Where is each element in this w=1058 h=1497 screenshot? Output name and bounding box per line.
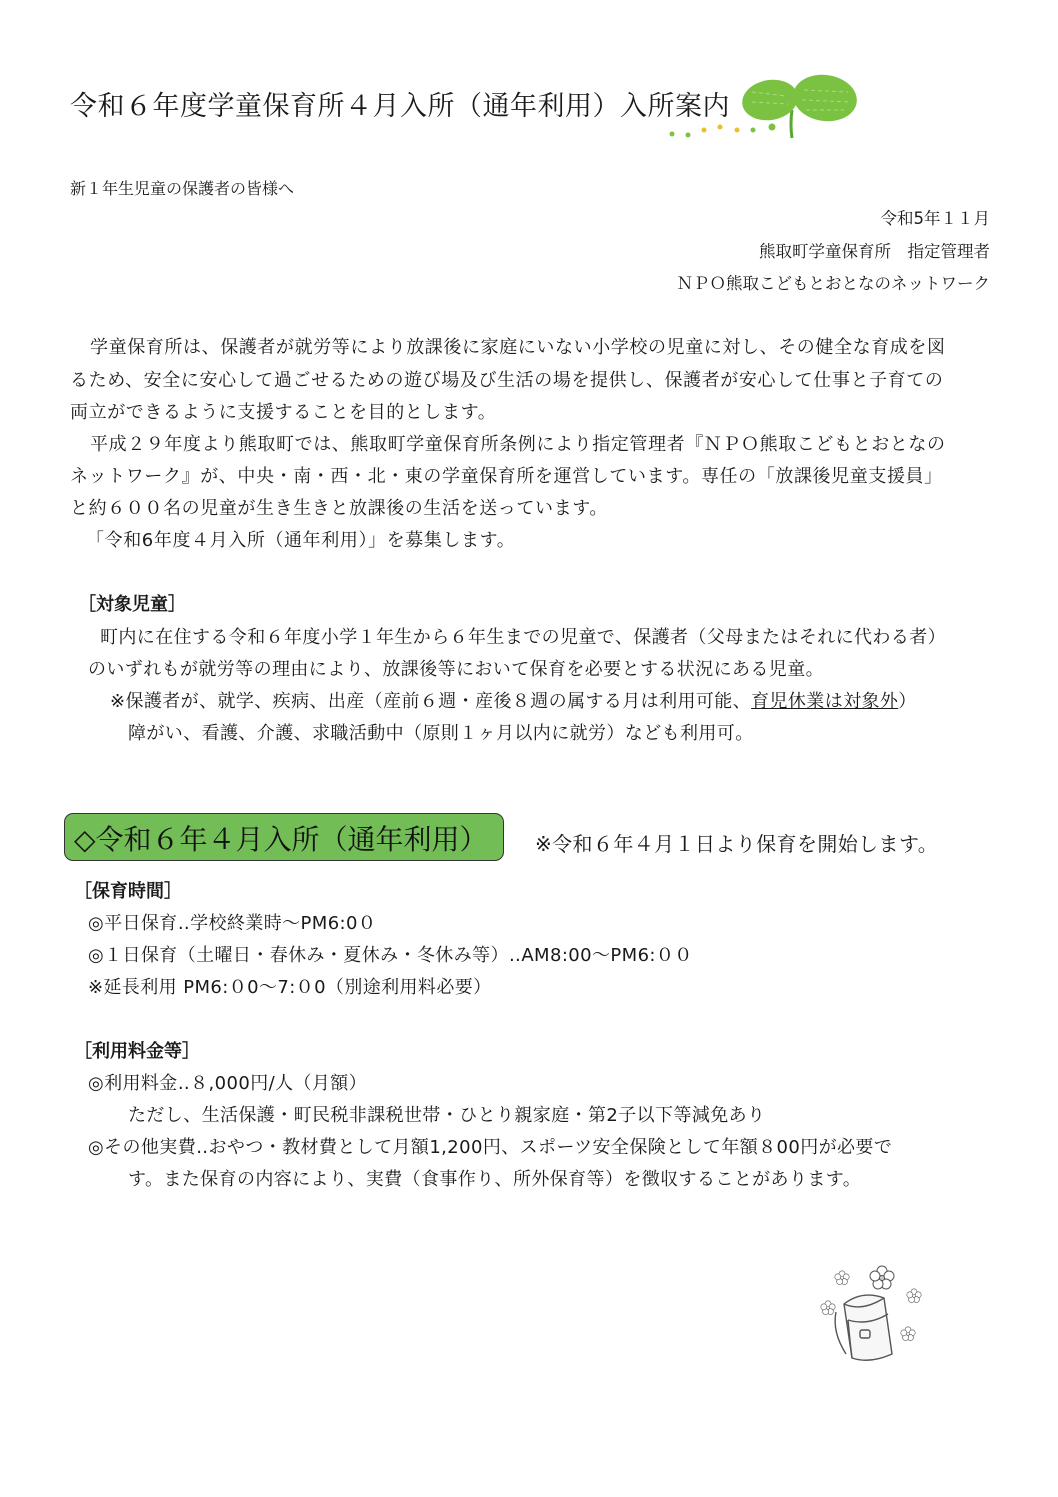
eligibility-note: [110, 687, 917, 713]
issue-date: 令和5年１１月: [880, 209, 990, 228]
hours-item: ◎１日保育（土曜日・春休み・夏休み・冬休み等）‥AM8:00～PM6:００: [88, 945, 693, 966]
intro-line: るため、安全に安心して過ごせるための遊び場及び生活の場を提供し、保護者が安心して仕事と子育ての: [70, 370, 944, 391]
eligibility-note: 障がい、看護、介護、求職活動中（原則１ヶ月以内に就労）なども利用可。: [128, 723, 754, 744]
eligibility-heading: ［対象児童］: [78, 594, 186, 615]
hours-heading: ［保育時間］: [74, 881, 182, 902]
hours-item: ※延長利用 PM6:０0～7:０0（別途利用料必要）: [88, 977, 492, 998]
eligibility-note-underlined: 育児休業は対象外: [751, 691, 899, 712]
intro-line: ネットワーク』が、中央・南・西・北・東の学童保育所を運営しています。専任の「放課後児童支援員」: [70, 466, 943, 487]
fees-line: す。また保育の内容により、実費（食事作り、所外保育等）を徴収することがあります。: [128, 1169, 862, 1190]
intro-line: 両立ができるように支援することを目的とします。: [70, 402, 497, 423]
fees-line: ただし、生活保護・町民税非課税世帯・ひとり親家庭・第2子以下等減免あり: [128, 1105, 766, 1126]
fees-heading: ［利用料金等］: [74, 1041, 200, 1062]
sprout-icon: [660, 72, 870, 144]
eligibility-line: のいずれもが就労等の理由により、放課後等において保育を必要とする状況にある児童。: [88, 659, 824, 680]
eligibility-note-prefix: ※保護者が、就学、疾病、出産（産前６週・産後８週の属する月は利用可能、: [110, 691, 752, 712]
page-title: 令和６年度学童保育所４月入所（通年利用）入所案内: [70, 91, 730, 122]
section-banner-title: ◇令和６年４月入所（通年利用）: [74, 823, 488, 856]
intro-line: 学童保育所は、保護者が就労等により放課後に家庭にいない小学校の児童に対し、その健全な育成を図: [90, 337, 946, 358]
intro-line: と約６００名の児童が生き生きと放課後の生活を送っています。: [70, 498, 608, 519]
addressee: 新１年生児童の保護者の皆様へ: [70, 179, 295, 198]
sender-npo: ＮＰＯ熊取こどもとおとなのネットワーク: [676, 274, 990, 293]
hours-item: ◎平日保育‥学校終業時～PM6:0０: [88, 913, 377, 934]
intro-line: 平成２９年度より熊取町では、熊取町学童保育所条例により指定管理者『ＮＰＯ熊取こどもとおとなの: [90, 434, 946, 455]
sender-org: 熊取町学童保育所 指定管理者: [759, 242, 990, 261]
eligibility-line: 町内に在住する令和６年度小学１年生から６年生までの児童で、保護者（父母またはそれに代わる者）: [100, 627, 947, 648]
intro-line: 「令和6年度４月入所（通年利用）」を募集します。: [86, 530, 516, 551]
section-start-note: ※令和６年４月１日より保育を開始します。: [535, 832, 939, 856]
fees-line: ◎利用料金‥８,000円/人（月額）: [88, 1073, 368, 1094]
eligibility-note-suffix: ）: [898, 691, 917, 712]
fees-line: ◎その他実費‥おやつ・教材費として月額1,200円、スポーツ安全保険として年額８00円が必要で: [88, 1137, 893, 1158]
school-backpack-with-flowers-icon: [812, 1262, 932, 1372]
